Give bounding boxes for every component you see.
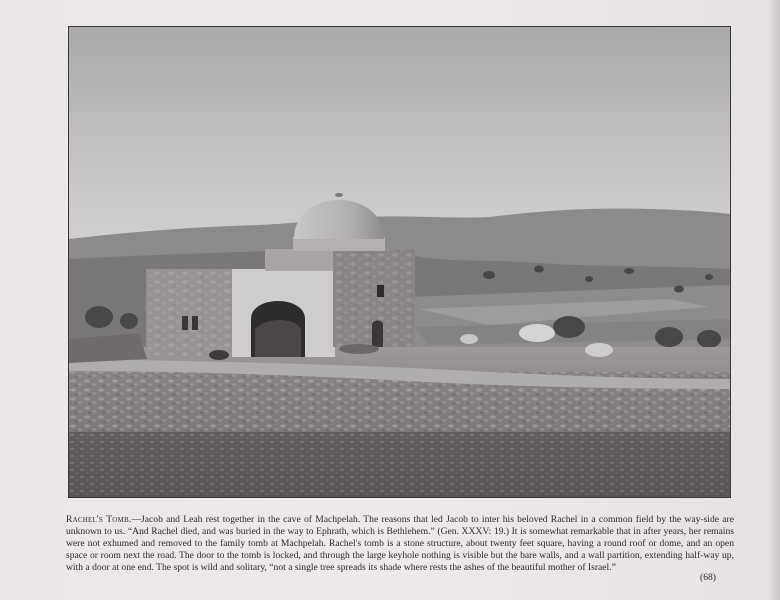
page-number: (68)	[700, 572, 716, 583]
page-edge-shadow	[768, 0, 780, 600]
photo-illustration	[69, 27, 730, 497]
photo-caption	[66, 514, 734, 574]
caption-body: —Jacob and Leah rest together in the cave of Machpelah. The reasons that led Jacob to inter his beloved Rachel in a common field by the way-side are unknown to us. “And Rachel died, and was buried in the way to Ephrath, which is Bethlehem.” (Gen. XXXV: 19.) It is somewhat remarkable that in after years, her remains were not exhumed and removed to the family tomb at Machpelah. Rachel's tomb is a stone structure, about twenty feet square, having a round roof or dome, and an open space or room next the road. The door to the tomb is locked, and through the large keyhole nothing is visible but the bare walls, and a wall partition, extending half-way up, with a door at one end. The spot is wild and solitary, “not a single tree spreads its shade where rests the ashes of the beautiful mother of Israel.”	[66, 514, 734, 573]
photograph-rachels-tomb	[68, 26, 731, 498]
caption-title: Rachel's Tomb.	[66, 514, 132, 525]
